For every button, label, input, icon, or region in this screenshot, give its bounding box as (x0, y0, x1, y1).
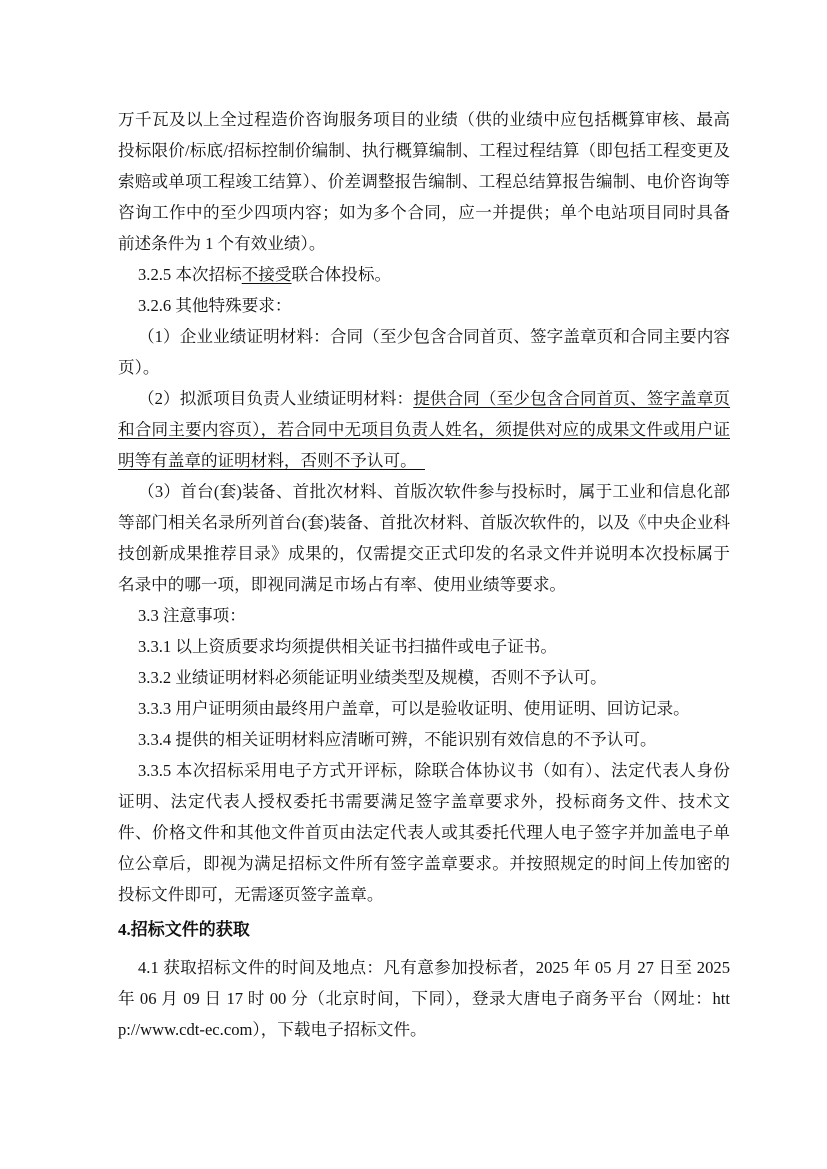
text-run: （2）拟派项目负责人业绩证明材料： (138, 389, 414, 408)
paragraph (118, 259, 730, 290)
paragraph (118, 383, 730, 476)
text-run: 4.招标文件的获取 (118, 920, 250, 939)
paragraph (118, 952, 730, 1045)
text-run: 3.3.1 以上资质要求均须提供相关证书扫描件或电子证书。 (138, 637, 557, 656)
document-body (118, 104, 730, 1045)
text-run: 3.2.5 本次招标 (138, 265, 242, 284)
text-run: （3）首台(套)装备、首批次材料、首版次软件参与投标时，属于工业和信息化部等部门相关名录所列首台(套)装备、首批次材料、首版次软件的，以及《中央企业科技创新成果推荐目录》成果的，仅需提交正式印发的名录文件并说明本次投标属于名录中的哪一项，即视同满足市场占有率、使用业绩等要求。 (118, 482, 730, 594)
text-run: 联合体投标。 (291, 265, 392, 284)
paragraph (118, 600, 730, 631)
paragraph (118, 321, 730, 383)
paragraph (118, 724, 730, 755)
underlined-text-run: 提供合同（至少包含合同首页、签字盖章页和合同主要内容页），若合同中无项目负责人姓名，须提供对应的成果文件或用户证明等有盖章的证明材料，否则不予认可。 (118, 389, 731, 470)
text-run: 4.1 获取招标文件的时间及地点：凡有意参加投标者，2025 年 05 月 27 日至 2025 年 06 月 09 日 17 时 00 分（北京时间，下同），登录大唐电子商务平台（网址：http://www.cdt-ec.com），下载电子招标文件。 (118, 958, 730, 1039)
text-run: 3.3.5 本次招标采用电子方式开评标，除联合体协议书（如有）、法定代表人身份证明、法定代表人授权委托书需要满足签字盖章要求外，投标商务文件、技术文件、价格文件和其他文件首页由法定代表人或其委托代理人电子签字并加盖电子单位公章后，即视为满足招标文件所有签字盖章要求。并按照规定的时间上传加密的投标文件即可，无需逐页签字盖章。 (118, 761, 730, 904)
text-run: 3.3.2 业绩证明材料必须能证明业绩类型及规模，否则不予认可。 (138, 668, 607, 687)
text-run: 3.2.6 其他特殊要求： (138, 296, 292, 315)
paragraph (118, 631, 730, 662)
text-run: 3.3.4 提供的相关证明材料应清晰可辨，不能识别有效信息的不予认可。 (138, 730, 657, 749)
text-run: 万千瓦及以上全过程造价咨询服务项目的业绩（供的业绩中应包括概算审核、最高投标限价/标底/招标控制价编制、执行概算编制、工程过程结算（即包括工程变更及索赔或单项工程竣工结算）、价差调整报告编制、工程总结算报告编制、电价咨询等咨询工作中的至少四项内容；如为多个合同，应一并提供；单个电站项目同时具备前述条件为 1 个有效业绩）。 (118, 110, 730, 253)
paragraph (118, 104, 730, 259)
paragraph (118, 290, 730, 321)
underlined-text-run: 不接受 (241, 265, 292, 284)
paragraph (118, 476, 730, 600)
section-heading (118, 914, 730, 945)
text-run: 3.3.3 用户证明须由最终用户盖章，可以是验收证明、使用证明、回访记录。 (138, 699, 690, 718)
text-run: （1）企业业绩证明材料：合同（至少包含合同首页、签字盖章页和合同主要内容页）。 (118, 327, 730, 377)
text-run: 3.3 注意事项： (138, 606, 246, 625)
paragraph (118, 662, 730, 693)
paragraph (118, 693, 730, 724)
paragraph (118, 755, 730, 910)
